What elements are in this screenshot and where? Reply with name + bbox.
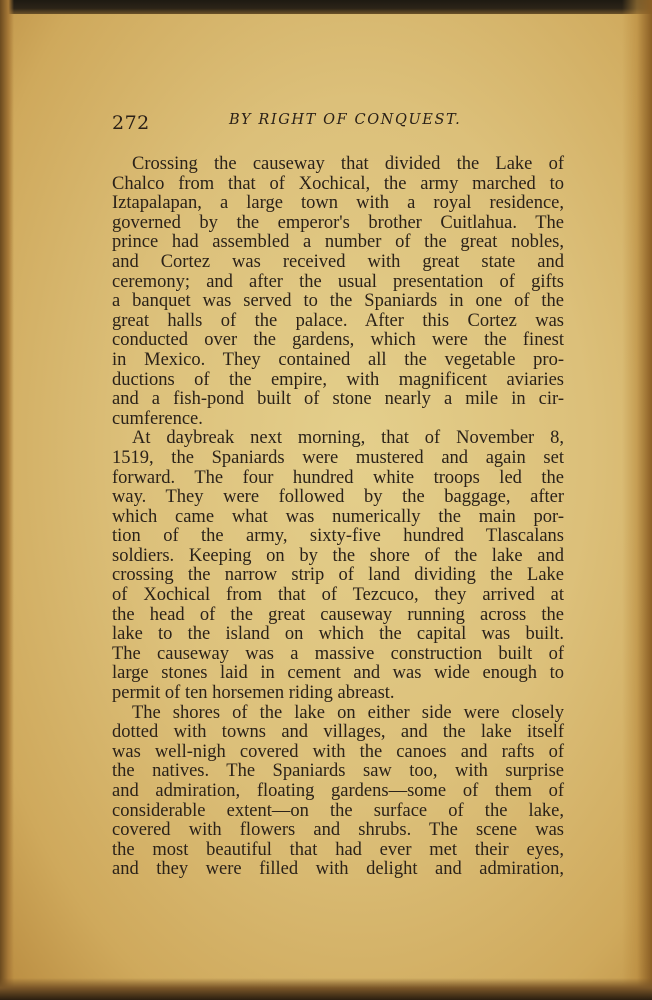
text-line: tion of the army, sixty-five hundred Tlascalans — [112, 526, 564, 547]
page-top-edge — [0, 0, 652, 14]
text-line: crossing the narrow strip of land dividing the Lake — [112, 565, 564, 586]
page-bottom-edge — [0, 978, 652, 1000]
text-line: At daybreak next morning, that of November 8, — [132, 428, 564, 449]
text-line: considerable extent—on the surface of the lake, — [112, 800, 564, 821]
text-line: prince had assembled a number of the great nobles, — [112, 232, 564, 253]
text-line: large stones laid in cement and was wide enough to — [112, 663, 564, 684]
text-line: Crossing the causeway that divided the Lake of — [132, 154, 564, 174]
text-line: dotted with towns and villages, and the lake itself — [112, 722, 564, 743]
text-line: The causeway was a massive construction built of — [112, 643, 564, 664]
page-left-edge — [0, 0, 14, 1000]
text-line: and admiration, floating gardens—some of them of — [112, 781, 564, 801]
text-line: conducted over the gardens, which were the finest — [112, 330, 564, 351]
text-line: soldiers. Keeping on by the shore of the lake and — [112, 545, 564, 566]
text-line: The shores of the lake on either side were closely — [132, 702, 564, 723]
text-line: Chalco from that of Xochical, the army marched to — [112, 173, 564, 194]
text-line: lake to the island on which the capital was built. — [112, 624, 564, 645]
text-line: great halls of the palace. After this Cortez was — [112, 310, 564, 331]
text-line: was well-nigh covered with the canoes and rafts of — [112, 741, 564, 762]
text-line: and Cortez was received with great state and — [112, 251, 564, 272]
text-line: cumference. — [112, 408, 203, 429]
text-line: which came what was numerically the main por- — [112, 506, 564, 527]
text-line: a banquet was served to the Spaniards in one of the — [112, 291, 564, 312]
text-line: permit of ten horsemen riding abreast. — [112, 683, 395, 704]
text-line: and they were filled with delight and admiration, — [112, 859, 564, 880]
text-line: covered with flowers and shrubs. The scene was — [112, 820, 564, 841]
text-line: of Xochical from that of Tezcuco, they arrived at — [112, 585, 564, 606]
page-right-edge — [622, 0, 652, 1000]
page-number: 272 — [112, 112, 150, 134]
text-line: in Mexico. They contained all the vegetable pro- — [112, 349, 564, 370]
text-line: the most beautiful that had ever met their eyes, — [112, 839, 564, 860]
text-line: ceremony; and after the usual presentation of gifts — [112, 271, 564, 292]
text-line: the natives. The Spaniards saw too, with surprise — [112, 761, 564, 782]
page-header — [112, 108, 567, 138]
text-line: forward. The four hundred white troops led the — [112, 467, 564, 488]
text-line: 1519, the Spaniards were mustered and again set — [112, 447, 564, 468]
text-line: the head of the great causeway running across the — [112, 604, 564, 625]
text-line: and a fish-pond built of stone nearly a mile in cir- — [112, 389, 564, 410]
text-line: Iztapalapan, a large town with a royal residence, — [112, 193, 564, 214]
running-title: BY RIGHT OF CONQUEST. — [229, 112, 462, 128]
text-line: ductions of the empire, with magnificent aviaries — [112, 369, 564, 390]
text-line: way. They were followed by the baggage, after — [112, 487, 564, 508]
body-text — [112, 155, 564, 880]
text-line: governed by the emperor's brother Cuitlahua. The — [112, 212, 564, 233]
